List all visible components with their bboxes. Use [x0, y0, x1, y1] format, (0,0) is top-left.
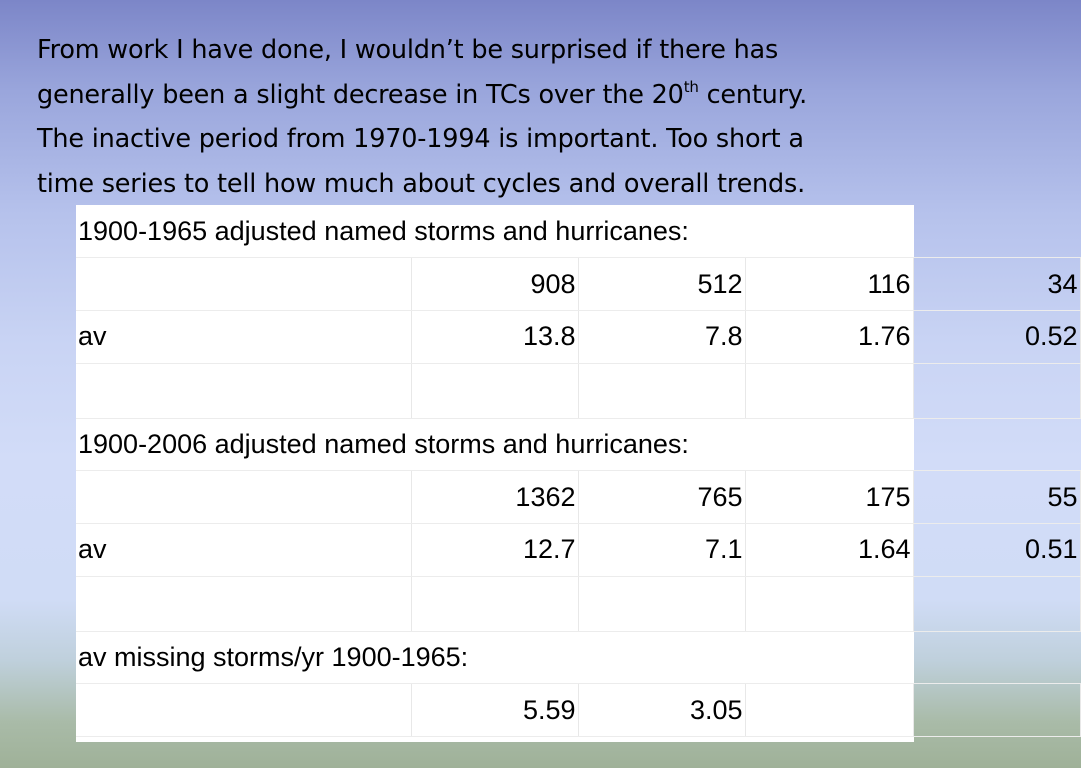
slide-text-line-3: The inactive period from 1970-1994 is important. Too short a — [37, 124, 804, 154]
slide-text-line-2-start: generally been a slight decrease in TCs over the 20 — [37, 79, 684, 110]
table-cell: 34 — [913, 258, 1080, 311]
section-heading-1900-1965: 1900-1965 adjusted named storms and hurricanes: — [76, 205, 1080, 258]
table-row — [76, 631, 1080, 684]
table-row — [76, 576, 1080, 631]
table-cell: 3.05 — [578, 684, 745, 737]
table-row — [76, 684, 1080, 737]
table-cell — [76, 363, 411, 418]
table-cell: 765 — [578, 471, 745, 524]
slide-text — [37, 28, 997, 206]
table-cell — [745, 576, 913, 631]
table-cell — [913, 363, 1080, 418]
table-row — [76, 418, 1080, 471]
table-cell: 175 — [745, 471, 913, 524]
table-cell: 12.7 — [411, 523, 578, 576]
table-cell: 1.64 — [745, 523, 913, 576]
section-heading-1900-2006: 1900-2006 adjusted named storms and hurricanes: — [76, 418, 1080, 471]
ordinal-superscript: th — [683, 77, 699, 96]
table-cell — [745, 684, 913, 737]
slide-text-line-1: From work I have done, I wouldn’t be surprised if there has — [37, 35, 779, 65]
storm-data-table-container — [76, 205, 1078, 742]
table-cell: av — [76, 523, 411, 576]
table-cell: 116 — [745, 258, 913, 311]
table-row — [76, 205, 1080, 258]
table-cell — [913, 684, 1080, 737]
table-cell — [745, 363, 913, 418]
table-cell: 1.76 — [745, 310, 913, 363]
table-cell — [76, 258, 411, 311]
table-cell — [411, 363, 578, 418]
table-cell — [578, 576, 745, 631]
table-row — [76, 363, 1080, 418]
slide-text-line-2-end: century. — [698, 79, 808, 110]
table-row — [76, 310, 1080, 363]
table-cell — [578, 363, 745, 418]
slide-text-line-2 — [37, 73, 997, 118]
table-cell: 0.51 — [913, 523, 1080, 576]
table-cell: 0.52 — [913, 310, 1080, 363]
table-row — [76, 471, 1080, 524]
section-heading-missing-storms: av missing storms/yr 1900-1965: — [76, 631, 1080, 684]
table-cell — [913, 576, 1080, 631]
table-cell — [76, 576, 411, 631]
table-cell — [76, 471, 411, 524]
table-row — [76, 523, 1080, 576]
table-cell: 5.59 — [411, 684, 578, 737]
slide-text-line-4: time series to tell how much about cycles and overall trends. — [37, 168, 805, 199]
storm-data-table — [76, 205, 1081, 737]
table-cell: 908 — [411, 258, 578, 311]
table-row — [76, 258, 1080, 311]
table-cell — [411, 576, 578, 631]
table-cell: 13.8 — [411, 310, 578, 363]
table-cell: av — [76, 310, 411, 363]
table-cell — [76, 684, 411, 737]
table-cell: 512 — [578, 258, 745, 311]
table-cell: 7.8 — [578, 310, 745, 363]
table-cell: 7.1 — [578, 523, 745, 576]
table-cell: 1362 — [411, 471, 578, 524]
table-cell: 55 — [913, 471, 1080, 524]
